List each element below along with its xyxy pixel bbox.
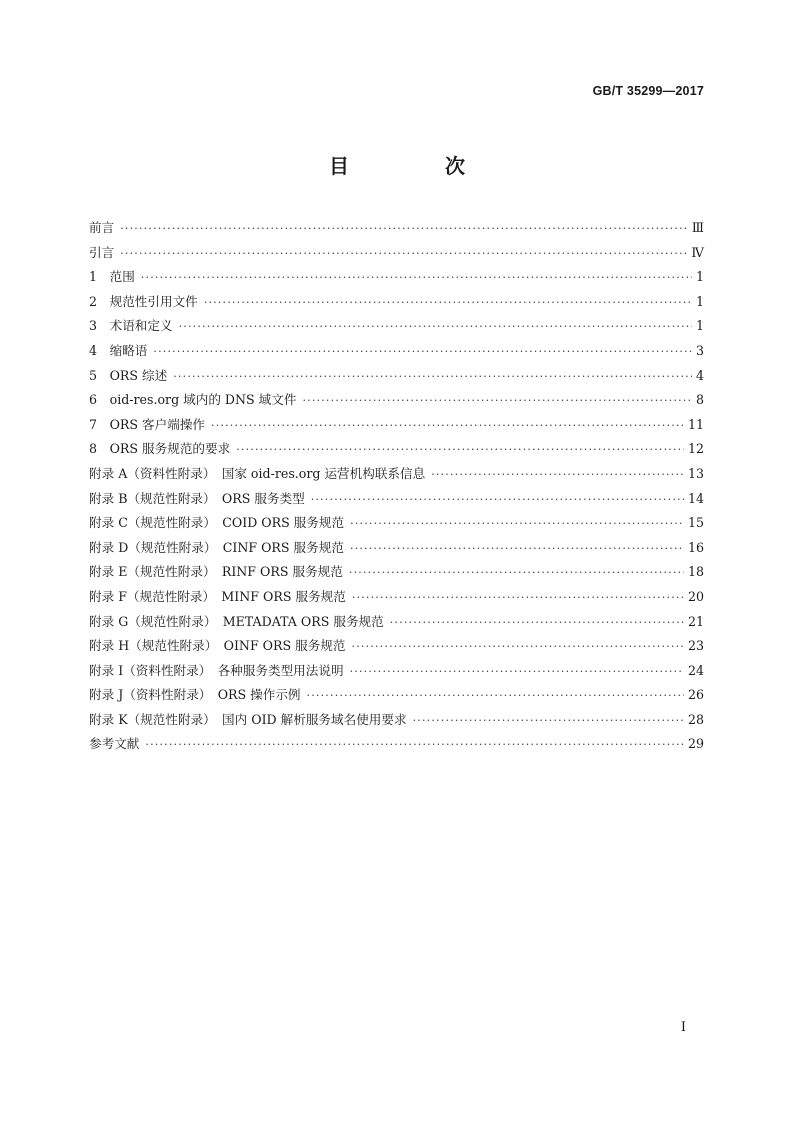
toc-entry-title: 8 ORS 服务规范的要求	[89, 441, 231, 457]
standard-code: GB/T 35299—2017	[592, 84, 704, 98]
toc-entry-annex-e[interactable]	[89, 560, 704, 585]
toc-entry-annex-h[interactable]	[89, 634, 704, 659]
toc-entry-normative-references[interactable]	[89, 290, 704, 315]
toc-leader-dots	[350, 660, 684, 685]
toc-entry-bibliography[interactable]	[89, 732, 704, 757]
toc-entry-introduction[interactable]	[89, 241, 704, 266]
toc-entry-page: Ⅲ	[691, 220, 704, 235]
toc-entry-page: 24	[687, 662, 704, 678]
page-title: 目 次	[329, 154, 503, 178]
toc-entry-page: 4	[695, 367, 704, 383]
toc-leader-dots	[173, 365, 692, 390]
toc-entry-title: 1 范围	[89, 269, 135, 285]
toc-entry-page: 21	[687, 613, 704, 629]
toc-entry-page: Ⅳ	[691, 244, 704, 260]
toc-entry-foreword[interactable]	[89, 216, 704, 241]
toc-entry-title: 2 规范性引用文件	[89, 293, 198, 309]
toc-entry-title: 5 ORS 综述	[89, 367, 168, 383]
toc-entry-dns-zone-files[interactable]	[89, 388, 704, 413]
toc-leader-dots	[204, 291, 692, 316]
toc-entry-title: 4 缩略语	[89, 342, 148, 358]
toc-leader-dots	[120, 217, 688, 242]
toc-entry-annex-b[interactable]	[89, 487, 704, 512]
toc-leader-dots	[350, 512, 684, 537]
toc-leader-dots	[349, 561, 684, 586]
toc-entry-page: 26	[687, 687, 704, 703]
toc-entry-annex-f[interactable]	[89, 585, 704, 610]
toc-leader-dots	[153, 340, 692, 365]
toc-entry-page: 11	[687, 416, 704, 432]
toc-entry-title: 引言	[89, 244, 115, 260]
toc-entry-title: 附录 G（规范性附录） METADATA ORS 服务规范	[89, 613, 384, 629]
toc-leader-dots	[352, 635, 684, 660]
toc-entry-annex-g[interactable]	[89, 610, 704, 635]
toc-leader-dots	[307, 684, 684, 709]
toc-entry-page: 8	[695, 392, 704, 408]
toc-leader-dots	[236, 438, 684, 463]
toc-entry-page: 20	[687, 588, 704, 604]
toc-entry-ors-overview[interactable]	[89, 364, 704, 389]
toc-leader-dots	[350, 537, 684, 562]
toc-entry-page: 28	[687, 711, 704, 727]
toc-entry-page: 16	[687, 539, 704, 555]
page-number: I	[680, 1020, 686, 1035]
table-of-contents	[89, 216, 704, 757]
toc-entry-title: 附录 H（规范性附录） OINF ORS 服务规范	[89, 638, 346, 654]
toc-entry-page: 18	[687, 564, 704, 580]
toc-entry-title: 附录 E（规范性附录） RINF ORS 服务规范	[89, 564, 343, 580]
toc-leader-dots	[141, 266, 692, 291]
toc-entry-page: 1	[695, 293, 704, 309]
toc-entry-title: 附录 I（资料性附录） 各种服务类型用法说明	[89, 662, 344, 678]
toc-leader-dots	[211, 414, 684, 439]
toc-entry-title: 前言	[89, 220, 115, 235]
toc-leader-dots	[179, 315, 692, 340]
toc-entry-page: 15	[687, 515, 704, 531]
toc-entry-page: 23	[687, 638, 704, 654]
toc-leader-dots	[120, 242, 687, 267]
toc-entry-annex-c[interactable]	[89, 511, 704, 536]
toc-entry-annex-d[interactable]	[89, 536, 704, 561]
toc-entry-title: 附录 D（规范性附录） CINF ORS 服务规范	[89, 539, 344, 555]
toc-leader-dots	[413, 709, 684, 734]
toc-leader-dots	[352, 586, 684, 611]
toc-entry-terms-definitions[interactable]	[89, 314, 704, 339]
toc-entry-page: 1	[695, 318, 704, 334]
toc-entry-page: 12	[687, 441, 704, 457]
toc-entry-title: 6 oid-res.org 域内的 DNS 域文件	[89, 392, 297, 408]
toc-entry-page: 29	[687, 736, 704, 752]
toc-entry-title: 3 术语和定义	[89, 318, 173, 334]
toc-entry-title: 附录 C（规范性附录） COID ORS 服务规范	[89, 515, 345, 531]
toc-entry-title: 附录 K（规范性附录） 国内 OID 解析服务域名使用要求	[89, 711, 407, 727]
toc-entry-annex-a[interactable]	[89, 462, 704, 487]
toc-leader-dots	[145, 733, 684, 758]
toc-entry-ors-service-requirements[interactable]	[89, 437, 704, 462]
toc-entry-ors-client-operations[interactable]	[89, 413, 704, 438]
toc-entry-annex-i[interactable]	[89, 659, 704, 684]
toc-leader-dots	[302, 389, 692, 414]
toc-entry-title: 7 ORS 客户端操作	[89, 416, 206, 432]
toc-entry-abbreviations[interactable]	[89, 339, 704, 364]
toc-entry-annex-k[interactable]	[89, 708, 704, 733]
toc-entry-page: 3	[695, 342, 704, 358]
toc-entry-scope[interactable]	[89, 265, 704, 290]
toc-entry-title: 附录 F（规范性附录） MINF ORS 服务规范	[89, 588, 346, 604]
toc-entry-title: 附录 A（资料性附录） 国家 oid-res.org 运营机构联系信息	[89, 465, 426, 481]
toc-entry-title: 参考文献	[89, 736, 140, 752]
toc-entry-page: 13	[687, 465, 704, 481]
toc-entry-annex-j[interactable]	[89, 683, 704, 708]
toc-entry-title: 附录 J（资料性附录） ORS 操作示例	[89, 687, 301, 703]
toc-leader-dots	[431, 463, 684, 488]
toc-leader-dots	[390, 611, 684, 636]
toc-leader-dots	[311, 488, 684, 513]
toc-entry-page: 1	[695, 269, 704, 285]
toc-entry-title: 附录 B（规范性附录） ORS 服务类型	[89, 490, 305, 506]
toc-entry-page: 14	[687, 490, 704, 506]
